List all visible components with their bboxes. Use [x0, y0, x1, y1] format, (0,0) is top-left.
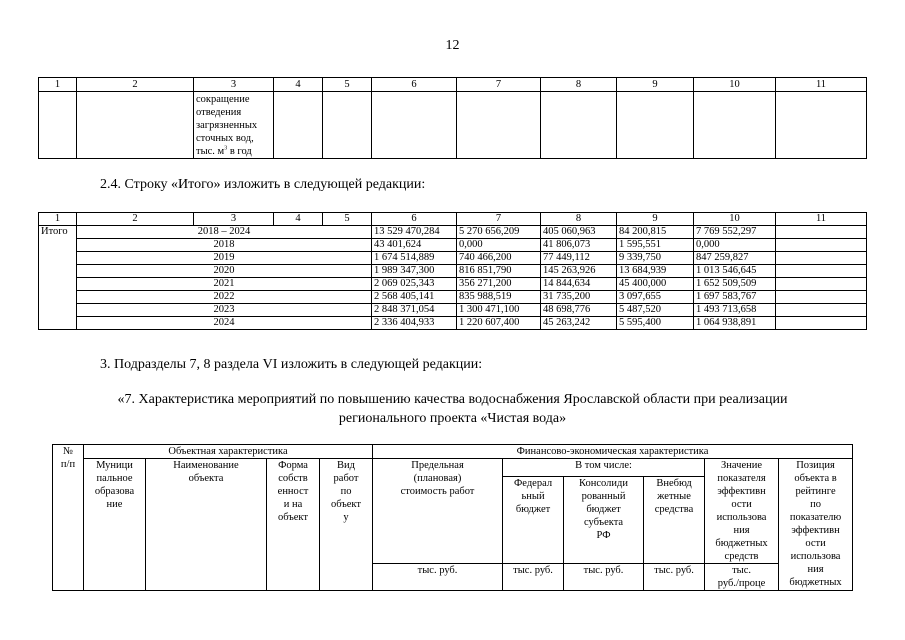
unit-extrabudget: тыс. руб.: [644, 564, 705, 591]
value-cell: 2 848 371,054: [372, 304, 457, 317]
empty-cell: [776, 291, 867, 304]
table-row: [39, 265, 867, 278]
value-cell: 5 487,520: [617, 304, 694, 317]
empty-cell: [776, 304, 867, 317]
period-cell: 2022: [77, 291, 372, 304]
column-header: 3: [194, 78, 274, 92]
including-header: В том числе:: [503, 459, 705, 477]
empty-cell: [776, 252, 867, 265]
value-cell: 1 674 514,889: [372, 252, 457, 265]
period-cell: 2018 – 2024: [77, 226, 372, 239]
value-cell: 77 449,112: [541, 252, 617, 265]
value-cell: 7 769 552,297: [694, 226, 776, 239]
characteristics-table: [52, 444, 853, 591]
column-number-header: № п/п: [53, 445, 84, 591]
value-cell: 1 300 471,100: [457, 304, 541, 317]
value-cell: 43 401,624: [372, 239, 457, 252]
table-row: [39, 239, 867, 252]
value-cell: 405 060,963: [541, 226, 617, 239]
column-header: 9: [617, 213, 694, 226]
column-header: 10: [694, 78, 776, 92]
column-header: 10: [694, 213, 776, 226]
column-header: 3: [194, 213, 274, 226]
period-cell: 2023: [77, 304, 372, 317]
column-header: 7: [457, 78, 541, 92]
consolidated-budget-header: Консолиди рованный бюджет субъекта РФ: [564, 477, 644, 564]
table-row: [39, 291, 867, 304]
value-cell: 356 271,200: [457, 278, 541, 291]
efficiency-header: Значение показателя эффективн ости использова ния бюджетных средств: [705, 459, 779, 564]
column-header: 4: [274, 78, 323, 92]
unit-cost: тыс. руб.: [373, 564, 503, 591]
value-cell: 1 013 546,645: [694, 265, 776, 278]
column-header: 5: [323, 213, 372, 226]
federal-budget-header: Федерал ьный бюджет: [503, 477, 564, 564]
table-header-row: [39, 78, 867, 92]
column-header: 9: [617, 78, 694, 92]
value-cell: 5 270 656,209: [457, 226, 541, 239]
table-header-row: [39, 213, 867, 226]
value-cell: 835 988,519: [457, 291, 541, 304]
value-cell: 0,000: [457, 239, 541, 252]
value-cell: 145 263,926: [541, 265, 617, 278]
unit-federal: тыс. руб.: [503, 564, 564, 591]
table-row: [39, 92, 867, 159]
empty-cell: [776, 265, 867, 278]
value-cell: 41 806,073: [541, 239, 617, 252]
column-header: 2: [77, 78, 194, 92]
column-header: 11: [776, 213, 867, 226]
value-cell: 2 568 405,141: [372, 291, 457, 304]
column-header: 6: [372, 78, 457, 92]
column-header: 8: [541, 78, 617, 92]
value-cell: 1 652 509,509: [694, 278, 776, 291]
value-cell: 1 989 347,300: [372, 265, 457, 278]
value-cell: 816 851,790: [457, 265, 541, 278]
section-heading-line2: регионального проекта «Чистая вода»: [338, 411, 567, 426]
paragraph-2-4: 2.4. Строку «Итого» изложить в следующей редакции:: [100, 177, 426, 192]
column-header: 7: [457, 213, 541, 226]
unit-efficiency: тыс. руб./проце: [705, 564, 779, 591]
empty-cell: [776, 317, 867, 330]
value-cell: 14 844,634: [541, 278, 617, 291]
value-cell: 45 400,000: [617, 278, 694, 291]
table-row: [39, 252, 867, 265]
value-cell: 1 064 938,891: [694, 317, 776, 330]
total-table: [38, 212, 867, 330]
value-cell: 84 200,815: [617, 226, 694, 239]
period-cell: 2024: [77, 317, 372, 330]
value-cell: 847 259,827: [694, 252, 776, 265]
total-label: Итого: [39, 226, 77, 330]
column-header: 1: [39, 213, 77, 226]
value-cell: 1 595,551: [617, 239, 694, 252]
value-cell: 3 097,655: [617, 291, 694, 304]
object-characteristics-header: Объектная характеристика: [84, 445, 373, 459]
municipality-header: Муници пальное образова ние: [84, 459, 146, 591]
page-number: 12: [445, 38, 460, 53]
column-header: 6: [372, 213, 457, 226]
ownership-header: Форма собств енност и на объект: [267, 459, 320, 591]
value-cell: 1 697 583,767: [694, 291, 776, 304]
empty-cell: [776, 278, 867, 291]
value-cell: 9 339,750: [617, 252, 694, 265]
reduction-cell: сокращение отведения загрязненных сточных вод, тыс. $м^3$ в год: [194, 92, 274, 159]
column-header: 8: [541, 213, 617, 226]
value-cell: 48 698,776: [541, 304, 617, 317]
position-header: Позиция объекта в рейтинге по показателю эффективн ости использова ния бюджетных: [779, 459, 853, 591]
value-cell: 2 069 025,343: [372, 278, 457, 291]
column-header: 5: [323, 78, 372, 92]
empty-cell: [776, 226, 867, 239]
work-type-header: Вид работ по объект у: [320, 459, 373, 591]
value-cell: 740 466,200: [457, 252, 541, 265]
period-cell: 2018: [77, 239, 372, 252]
value-cell: 13 684,939: [617, 265, 694, 278]
column-header: 2: [77, 213, 194, 226]
extrabudget-header: Внебюд жетные средства: [644, 477, 705, 564]
section-heading-line1: «7. Характеристика мероприятий по повышению качества водоснабжения Ярославской области при реализации: [117, 392, 788, 407]
value-cell: 0,000: [694, 239, 776, 252]
table-row: [39, 317, 867, 330]
value-cell: 1 220 607,400: [457, 317, 541, 330]
value-cell: 31 735,200: [541, 291, 617, 304]
value-cell: 2 336 404,933: [372, 317, 457, 330]
period-cell: 2021: [77, 278, 372, 291]
period-cell: 2020: [77, 265, 372, 278]
column-header: 11: [776, 78, 867, 92]
column-header: 4: [274, 213, 323, 226]
financial-characteristics-header: Финансово-экономическая характеристика: [373, 445, 853, 459]
unit-consolidated: тыс. руб.: [564, 564, 644, 591]
value-cell: 1 493 713,658: [694, 304, 776, 317]
value-cell: 13 529 470,284: [372, 226, 457, 239]
empty-cell: [776, 239, 867, 252]
continuation-table: [38, 77, 867, 159]
table-row: [39, 304, 867, 317]
table-row: [39, 278, 867, 291]
table-row: [39, 226, 867, 239]
object-name-header: Наименование объекта: [146, 459, 267, 591]
column-header: 1: [39, 78, 77, 92]
paragraph-3: 3. Подразделы 7, 8 раздела VI изложить в следующей редакции:: [100, 357, 483, 372]
value-cell: 5 595,400: [617, 317, 694, 330]
period-cell: 2019: [77, 252, 372, 265]
max-cost-header: Предельная (плановая) стоимость работ: [373, 459, 503, 564]
value-cell: 45 263,242: [541, 317, 617, 330]
